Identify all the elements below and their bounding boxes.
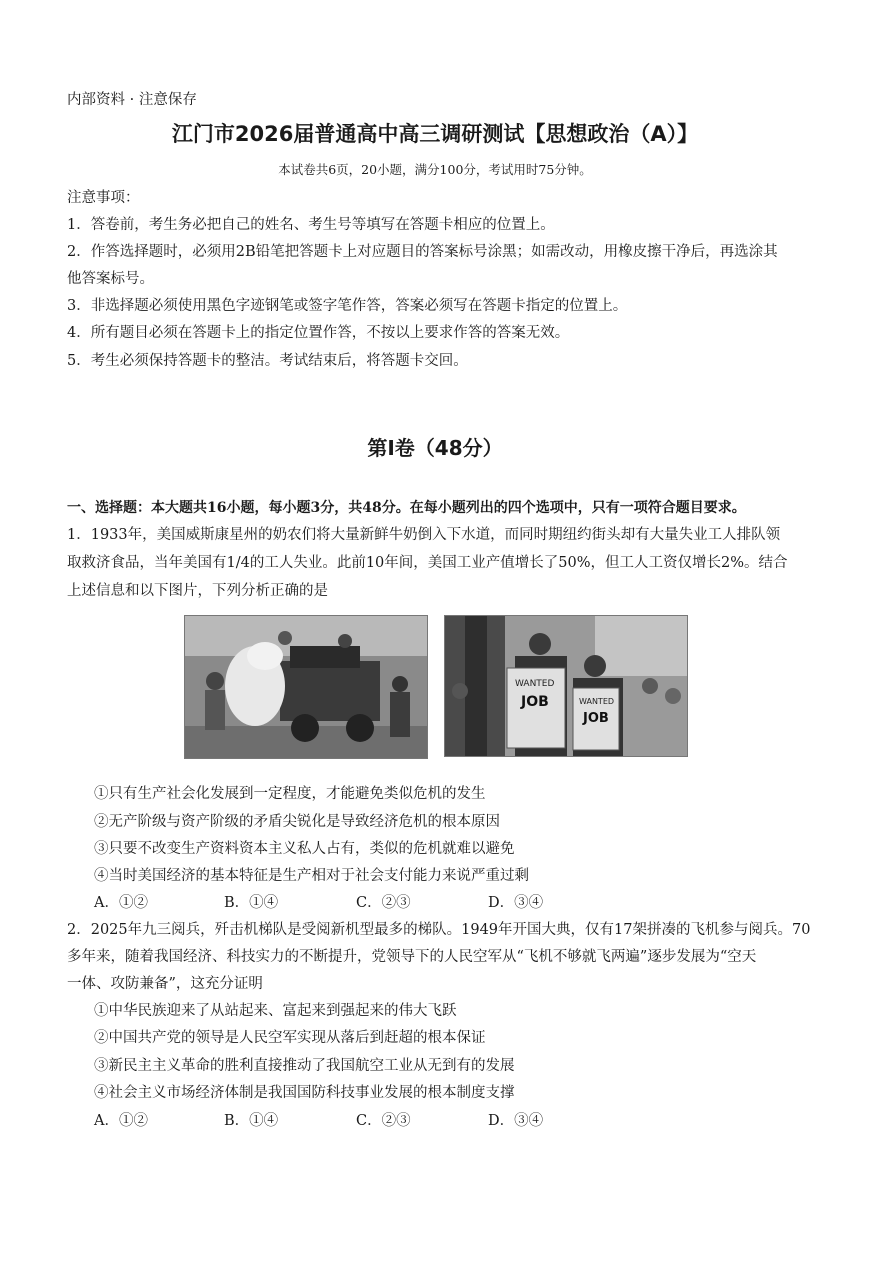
section-instruction: 一、选择题：本大题共16小题，每小题3分，共48分。在每小题列出的四个选项中，只有一项符合题目要求。 [67, 500, 746, 516]
note-item: 5．考生必须保持答题卡的整洁。考试结束后，将答题卡交回。 [67, 353, 468, 369]
q1-stem-line: 1．1933年，美国威斯康星州的奶农们将大量新鲜牛奶倒入下水道，而同时期纽约街头却有大量失业工人排队领 [67, 527, 781, 543]
q1-stem-line: 取救济食品，当年美国有1/4的工人失业。此前10年间，美国工业产值增长了50%，但工人工资仅增长2%。结合 [67, 555, 788, 571]
notes-heading: 注意事项： [67, 190, 140, 206]
q2-stem-line: 多年来，随着我国经济、科技实力的不断提升，党领导下的人民空军从“飞机不够就飞两遍”逐步发展为“空天 [67, 949, 757, 965]
option-b[interactable]: B．①④ [224, 1113, 279, 1129]
q1-statement: ①只有生产社会化发展到一定程度，才能避免类似危机的发生 [94, 786, 486, 802]
option-b[interactable]: B．①④ [224, 895, 279, 911]
q1-statement: ②无产阶级与资产阶级的矛盾尖锐化是导致经济危机的根本原因 [94, 814, 500, 830]
option-c[interactable]: C．②③ [356, 1113, 411, 1129]
q2-statement: ③新民主主义革命的胜利直接推动了我国航空工业从无到有的发展 [94, 1058, 515, 1074]
note-item: 3．非选择题必须使用黑色字迹钢笔或签字笔作答，答案必须写在答题卡指定的位置上。 [67, 298, 628, 314]
option-d[interactable]: D．③④ [488, 895, 544, 911]
note-item: 2．作答选择题时，必须用2B铅笔把答题卡上对应题目的答案标号涂黑；如需改动，用橡皮擦干净后，再选涂其 [67, 244, 778, 260]
exam-title: 江门市2026届普通高中高三调研测试【思想政治（A）】 [171, 122, 699, 146]
q2-statement: ①中华民族迎来了从站起来、富起来到强起来的伟大飞跃 [94, 1003, 457, 1019]
section-title: 第Ⅰ卷（48分） [367, 436, 503, 460]
internal-note: 内部资料 · 注意保存 [67, 92, 197, 108]
q2-stem-line: 一体、攻防兼备”，这充分证明 [67, 976, 263, 992]
photo-milk-dumping [184, 615, 428, 759]
photo-unemployed-workers [444, 615, 688, 757]
note-item: 1．答卷前，考生务必把自己的姓名、考生号等填写在答题卡相应的位置上。 [67, 217, 555, 233]
q1-stem-line: 上述信息和以下图片，下列分析正确的是 [67, 583, 328, 599]
sign-text: WANTED [579, 697, 615, 706]
q2-statement: ②中国共产党的领导是人民空军实现从落后到赶超的根本保证 [94, 1030, 486, 1046]
q2-stem-line: 2．2025年九三阅兵，歼击机梯队是受阅新机型最多的梯队。1949年开国大典，仅有17架拼凑的飞机参与阅兵。70 [67, 922, 811, 938]
option-a[interactable]: A．①② [94, 895, 148, 911]
q1-statement: ④当时美国经济的基本特征是生产相对于社会支付能力来说严重过剩 [94, 868, 529, 884]
sign-text: JOB [521, 694, 549, 710]
option-c[interactable]: C．②③ [356, 895, 411, 911]
q1-statement: ③只要不改变生产资料资本主义私人占有，类似的危机就难以避免 [94, 841, 515, 857]
option-a[interactable]: A．①② [94, 1113, 148, 1129]
sign-text: JOB [583, 711, 609, 726]
option-d[interactable]: D．③④ [488, 1113, 544, 1129]
note-item: 4．所有题目必须在答题卡上的指定位置作答，不按以上要求作答的答案无效。 [67, 325, 570, 341]
sign-text: WANTED [515, 679, 555, 689]
exam-subtitle: 本试卷共6页，20小题，满分100分，考试用时75分钟。 [278, 162, 592, 177]
q2-statement: ④社会主义市场经济体制是我国国防科技事业发展的根本制度支撑 [94, 1085, 515, 1101]
note-item: 他答案标号。 [67, 271, 154, 287]
